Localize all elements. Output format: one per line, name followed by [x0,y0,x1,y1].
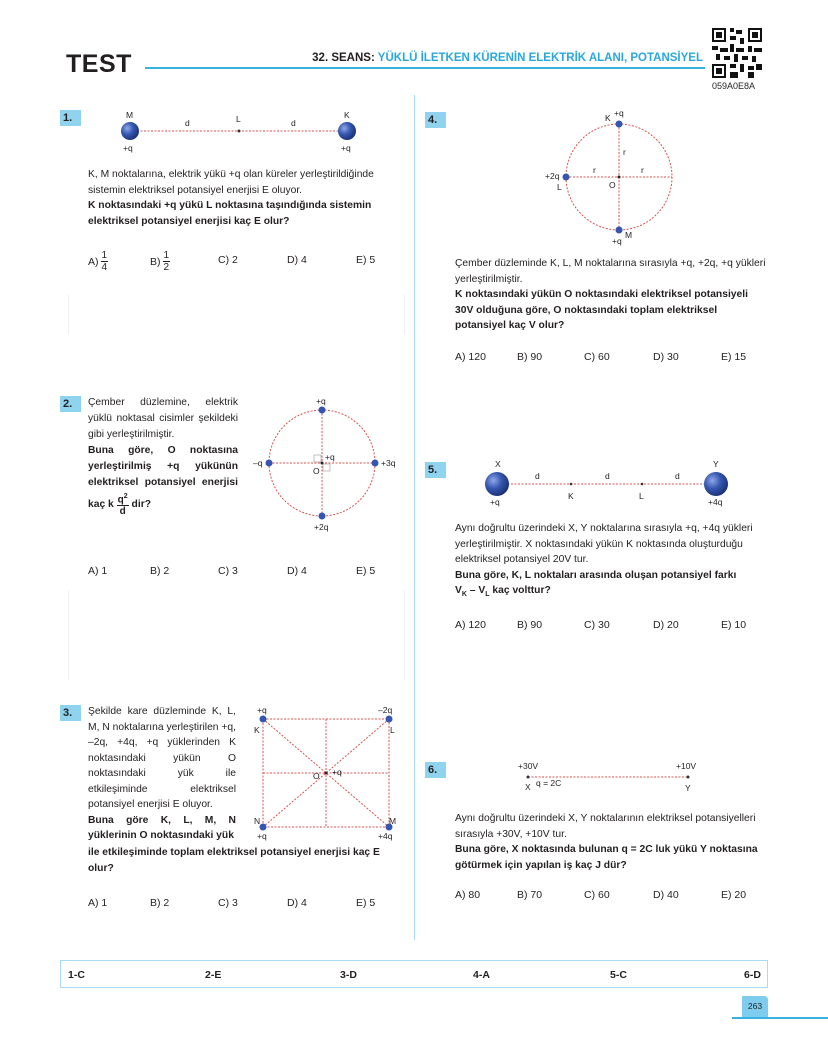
label: K [605,113,611,123]
label: L [557,182,562,192]
question-number-3: 3. [60,705,81,721]
label: L [236,114,241,124]
label: +q [123,143,133,153]
label: Y [713,459,719,469]
option-e[interactable]: E) 5 [356,565,376,577]
question-number-6: 6. [425,762,446,778]
option-d[interactable]: D) 4 [287,254,307,266]
option-b[interactable]: B) 90 [517,619,543,631]
question-1-stem: K, M noktalarına, elektrik yükü +q olan küreler yerleştirildiğinde sistemin elektriksel potansiyel enerjisi E oluyor. [88,169,374,196]
charge-sphere-y [704,472,728,496]
qr-code-id: 059A0E8A [712,81,756,91]
answer-1: 1-C [68,969,85,981]
label: r [641,165,644,175]
label: +q [341,143,351,153]
label: Y [685,783,691,793]
option-c[interactable]: C) 60 [584,351,610,363]
label: d [185,118,190,128]
question-2-prompt: Buna göre, O noktasına yerleştirilmiş +q yükünün elektriksel potansiyel enerjisi kaç k [88,445,238,510]
label: N [254,816,261,826]
option-d[interactable]: D) 20 [653,619,679,631]
option-e[interactable]: E) 10 [721,619,747,631]
label: K [254,725,260,735]
label: O [313,466,320,476]
label: +30V [518,761,539,771]
charge-sphere-k [338,122,356,140]
label: +3q [381,458,396,468]
option-c[interactable]: C) 3 [218,565,238,577]
denominator: d [119,506,126,518]
subscript-k: K [461,591,467,599]
label: X [525,782,531,792]
question-number-4: 4. [425,112,446,128]
question-6-prompt: Buna göre, X noktasında bulunan q = 2C luk yükü Y noktasına götürmek için yapılan iş kaç J dür? [455,844,758,871]
numerator: 1 [163,250,170,261]
question-2-prompt-end: dir? [131,498,151,510]
label: d [605,471,610,481]
footer-rule [732,1017,828,1019]
answer-2: 2-E [205,969,222,981]
label: +10V [676,761,697,771]
question-6-stem: Aynı doğrultu üzerindeki X, Y noktalarının elektriksel potansiyelleri sırasıyla +30V, +10V tur. [455,813,756,840]
option-a[interactable]: A) 120 [455,619,486,631]
question-5-prompt-end: kaç volttur? [489,585,551,596]
option-d[interactable]: D) 40 [653,889,679,901]
label: M [389,816,397,826]
session-topic: YÜKLÜ İLETKEN KÜRENİN ELEKTRİK ALANI, POTANSİYEL [377,52,703,64]
label: d [535,471,540,481]
label: O [609,180,616,190]
label: M [625,230,633,240]
label: +q [332,767,342,777]
option-c[interactable]: C) 3 [218,897,238,909]
label: d [291,118,296,128]
label: d [675,471,680,481]
label: +2q [314,522,329,532]
question-3-stem: Şekilde kare düzleminde K, L, M, N noktalarına yerleştirilen +q, –2q, +4q, +q yüklerinden K noktasındaki yükün O noktasındaki yük ile etkileşiminde elektriksel potansiyel enerjisi E oluyor. [88,706,236,810]
label: K [344,110,350,120]
label: +q [316,396,326,406]
exponent: 2 [123,493,128,500]
question-4-stem: Çember düzleminde K, L, M noktalarına sırasıyla +q, +2q, +q yükleri yerleştirilmiştir. [455,258,766,285]
label: +q [325,452,335,462]
answer-3: 3-D [340,969,357,981]
option-d[interactable]: D) 30 [653,351,679,363]
label: L [390,725,395,735]
label: +q [257,831,267,841]
minus-v: – V [466,585,486,596]
label: +4q [378,831,393,841]
v-symbol: V [455,585,462,596]
label: O [313,771,320,781]
question-4-prompt: K noktasındaki yükün O noktasındaki elektriksel potansiyeli 30V olduğuna göre, O noktasındaki toplam elektriksel potansiyel kaç V olur? [455,289,748,331]
question-5-prompt: Buna göre, K, L noktaları arasında oluşan potansiyel farkı [455,569,737,581]
test-heading: TEST [66,50,132,78]
question-3-prompt-b: ile etkileşiminde toplam elektriksel potansiyel enerjisi kaç E olur? [88,847,380,874]
question-3-prompt-a: Buna göre K, L, M, N yüklerinin O noktasındaki yük [88,814,236,841]
option-a[interactable]: A) 1 [88,565,108,577]
question-5-stem: Aynı doğrultu üzerindeki X, Y noktalarına sırasıyla +q, +4q yükleri yerleştirilmiştir. X noktasındaki yükün K noktasında oluşturduğu elektriksel potansiyel 20V tur. [455,523,753,565]
option-c[interactable]: C) 60 [584,889,610,901]
answer-4: 4-A [473,969,490,981]
option-a[interactable]: A) 80 [455,889,481,901]
question-number-5: 5. [425,462,446,478]
option-c[interactable]: C) 2 [218,254,238,266]
subscript-l: L [485,591,490,599]
option-e[interactable]: E) 15 [721,351,747,363]
option-b[interactable]: B) 2 [150,897,170,909]
option-e[interactable]: E) 5 [356,897,376,909]
label: +q [257,705,267,715]
page-number: 263 [742,996,768,1017]
label: L [639,491,644,501]
question-number-2: 2. [60,396,81,412]
label: r [623,147,626,157]
numerator-base: q [117,494,124,506]
option-b[interactable]: B) 70 [517,889,543,901]
point-l [238,130,241,133]
label: X [495,459,501,469]
session-number: 32. SEANS: [312,52,375,64]
answer-6: 6-D [744,969,761,981]
label: M [126,110,134,120]
option-d[interactable]: D) 4 [287,565,307,577]
answer-key [60,960,768,988]
numerator: 1 [101,250,108,261]
label: K [568,491,574,501]
option-e[interactable]: E) 20 [721,889,747,901]
label: –2q [378,705,393,715]
option-label: B) [150,255,161,268]
label: +q [614,108,624,118]
label: +4q [708,497,723,507]
label: q = 2C [536,778,562,788]
label: +2q [545,171,560,181]
option-e[interactable]: E) 5 [356,254,376,266]
option-b[interactable]: B) 90 [517,351,543,363]
charge-sphere-x [485,472,509,496]
charge-sphere-m [121,122,139,140]
denominator: 4 [101,262,108,273]
answer-5: 5-C [610,969,627,981]
option-c[interactable]: C) 30 [584,619,610,631]
option-b[interactable]: B) 2 [150,565,170,577]
question-2-stem: Çember düzlemine, elektrik yüklü noktasal cisimler şekildeki gibi yerleştirilmiştir. [88,397,238,440]
label: r [593,165,596,175]
denominator: 2 [163,262,170,273]
option-label: A) [88,255,99,268]
label: +q [612,236,622,246]
question-number-1: 1. [60,110,81,126]
label: –q [253,458,263,468]
option-d[interactable]: D) 4 [287,897,307,909]
option-a[interactable]: A) 120 [455,351,486,363]
question-1-prompt: K noktasındaki +q yükü L noktasına taşındığında sistemin elektriksel potansiyel enerjisi kaç E olur? [88,200,372,227]
option-a[interactable]: A) 1 [88,897,108,909]
label: +q [490,497,500,507]
